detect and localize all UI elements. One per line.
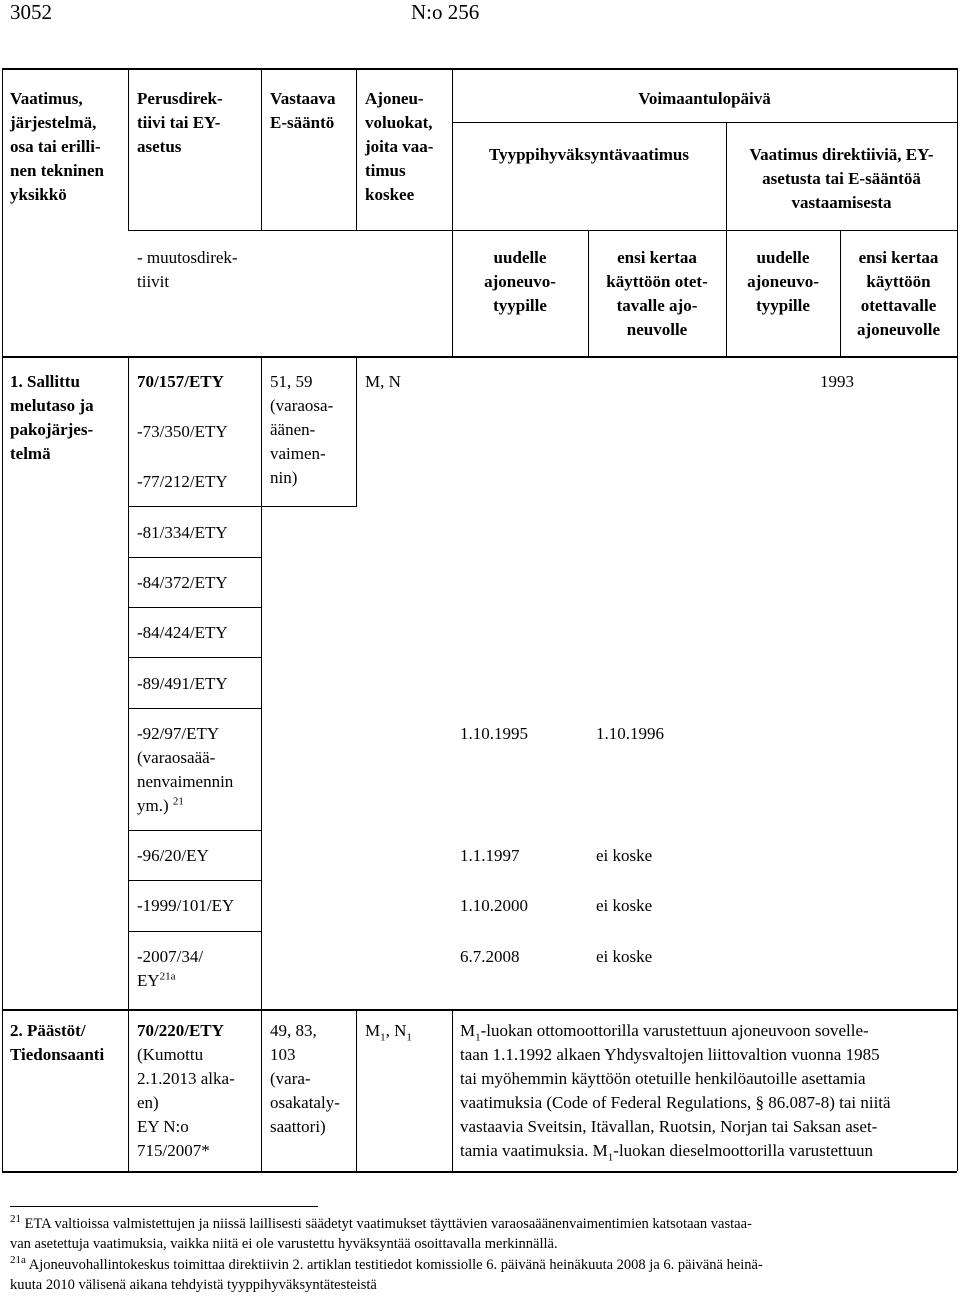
table-bottom-border [2, 1171, 957, 1173]
header-new-type-1: uudelle ajoneuvo- tyypille [484, 248, 556, 315]
amendment-89-491: -89/491/ETY [137, 674, 228, 693]
amendment-92-97-date-first: 1.10.1996 [596, 724, 664, 743]
col-divider-2b [261, 356, 262, 1171]
row1-bottom-border [2, 1009, 957, 1011]
amend-divider-3 [128, 607, 261, 608]
header-col-e-regulation: Vastaava E-sääntö [270, 89, 336, 132]
row1-vehicle-classes: M, N [365, 372, 401, 391]
header-type-approval: Tyyppihyväksyntävaatimus [489, 145, 689, 164]
amend-divider-6 [128, 830, 261, 831]
amendment-92-97: -92/97/ETY (varaosaää- nenvaimennin ym.) $^{21}$ [137, 724, 234, 815]
footnote-ref-21: 21 [172, 795, 184, 808]
amendment-96-20-date-first: ei koske [596, 846, 653, 865]
col-divider-1a [128, 68, 129, 230]
amendment-84-424: -84/424/ETY [137, 623, 228, 642]
header-first-use-1: ensi kertaa käyttöön otet- tavalle ajo- neuvolle [606, 248, 708, 339]
issue-number: N:o 256 [411, 0, 480, 24]
row1-requirement: 1. Sallittu melutaso ja pakojärjes- telmä [10, 372, 94, 463]
col-divider-3b [356, 356, 357, 506]
amendment-1999-101-date-new: 1.10.2000 [460, 896, 528, 915]
page-number: 3052 [10, 0, 52, 24]
header-subrow-divider [128, 230, 957, 231]
row2-vehicle-classes: $M_1$, $N_1$ [365, 1021, 412, 1044]
footnote-separator [10, 1206, 318, 1207]
table-top-border [2, 68, 957, 70]
amendment-2007-34: -2007/34/ $EY^{21a}$ [137, 947, 204, 990]
footnote-21: $^{21}$ ETA valtioissa valmistettujen ja niissä laillisesti säädetyt vaatimukset täyttävien varaosaäänenvaimentimien katsotaan vastaa- van asetettuja vaatimuksia, vaikka niitä ei ole varustettu hyväksyntää osoittavalla merkinnällä. [10, 1213, 752, 1252]
amendment-2007-34-date-new: 6.7.2008 [460, 947, 520, 966]
amend-divider-7 [128, 880, 261, 881]
amend-divider-2 [128, 557, 261, 558]
header-first-use-2: ensi kertaa käyttöön otettavalle ajoneuvolle [856, 248, 941, 339]
voimaantulo-divider [452, 122, 957, 123]
amendment-96-20-date-new: 1.1.1997 [460, 846, 520, 865]
header-effective-date: Voimaantulopäivä [638, 89, 771, 108]
row2-compliance-text: $M_1$-luokan ottomoottorilla varustettuun ajoneuvoon sovelle- taan 1.1.1992 alkaen Yhdysvaltojen liittovaltion vuonna 1985 tai myöhemmin käyttöön otetuille henkilöautoille asettamia vaatimuksia (Code of Federal Regulations, § 86.087-8) tai niitä vastaavia Sveitsin, Itävallan, Ruotsin, Norjan tai Saksan aset- tamia vaatimuksia. $M_1$-luokan dieselmoottorilla varustettuun [460, 1021, 891, 1164]
col-divider-1b [128, 356, 129, 1171]
header-amending-directives: - muutosdirek- tiivit [137, 248, 238, 291]
header-compliance: Vaatimus direktiiviä, EY- asetusta tai E-sääntöä vastaamisesta [749, 145, 934, 212]
row2-requirement: 2. Päästöt/ Tiedonsaanti [10, 1021, 105, 1064]
row1-effective-year: 1993 [820, 372, 854, 391]
col-divider-3a [356, 68, 357, 230]
amend-divider-4 [128, 657, 261, 658]
row1-base-directive: 70/157/ETY [137, 372, 224, 391]
header-bottom-border [2, 356, 957, 358]
amendment-2007-34-date-first: ei koske [596, 947, 653, 966]
table-right-border [957, 68, 958, 1171]
amendment-73-350: -73/350/ETY [137, 422, 228, 441]
header-col-vehicle-classes: Ajoneu- voluokat, joita vaa- timus koskee [365, 89, 434, 204]
amend-divider-8 [128, 931, 261, 932]
amendment-77-212: -77/212/ETY [137, 472, 228, 491]
amend-divider-5 [128, 708, 261, 709]
amend-divider-1 [128, 506, 357, 507]
amendment-84-372: -84/372/ETY [137, 573, 228, 592]
header-col-requirement: Vaatimus, järjestelmä, osa tai erilli- nen tekninen yksikkö [10, 89, 104, 204]
row2-e-regulation: 49, 83, 103 (vara- osakataly- saattori) [270, 1021, 340, 1136]
header-col-basic-directive: Perusdirek- tiivi tai EY- asetus [137, 89, 223, 156]
col-divider-2a [261, 68, 262, 230]
amendment-96-20: -96/20/EY [137, 846, 209, 865]
row2-base-directive: 70/220/ETY (Kumottu 2.1.2013 alka- en) EY N:o 715/2007* [137, 1021, 235, 1160]
table-left-border [2, 68, 3, 1171]
footnote-ref-21a: 21a [159, 970, 176, 983]
col-divider-4b [452, 1009, 453, 1171]
amendment-1999-101: -1999/101/EY [137, 896, 235, 915]
col-divider-3c [356, 1009, 357, 1171]
amendment-81-334: -81/334/ETY [137, 523, 228, 542]
amendment-1999-101-date-first: ei koske [596, 896, 653, 915]
header-new-type-2: uudelle ajoneuvo- tyypille [747, 248, 819, 315]
footnote-21a: $^{21a}$ Ajoneuvohallintokeskus toimittaa direktiivin 2. artiklan testitiedot komissiolle 6. päivänä heinäkuuta 2008 ja 6. päivänä heinä- kuuta 2010 välisenä aikana tehdyistä tyyppihyväksyntätesteistä [10, 1254, 763, 1293]
amendment-92-97-date-new: 1.10.1995 [460, 724, 528, 743]
row1-e-regulation: 51, 59 (varaosa- äänen- vaimen- nin) [270, 372, 334, 487]
